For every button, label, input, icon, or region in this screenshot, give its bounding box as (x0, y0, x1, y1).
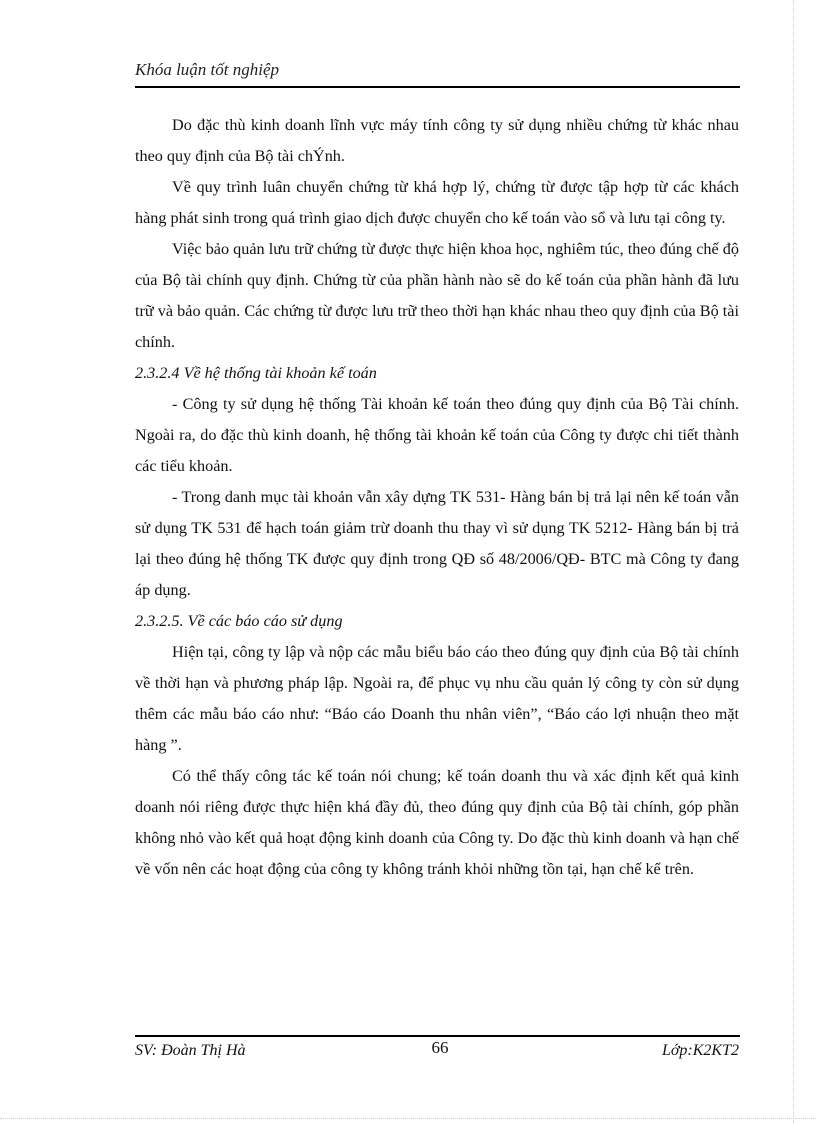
section-heading: 2.3.2.5. Về các báo cáo sử dụng (135, 612, 343, 630)
page-number: 66 (431, 1038, 449, 1057)
footer-divider (135, 1035, 740, 1037)
header-divider (135, 86, 740, 88)
paragraph: Về quy trình luân chuyển chứng từ khá hợp lý, chứng từ được tập hợp từ các khách hàng phát sinh trong quá trình giao dịch được chuyển cho kế toán vào sổ và lưu tại công ty. (135, 178, 739, 227)
section-heading: 2.3.2.4 Về hệ thống tài khoản kế toán (135, 364, 377, 382)
paragraph: Việc bảo quản lưu trữ chứng từ được thực hiện khoa học, nghiêm túc, theo đúng chế độ của Bộ tài chính quy định. Chứng từ của phần hành nào sẽ do kế toán của phần hành đã lưu trữ và bảo quản. Các chứng từ được lưu trữ theo thời hạn khác nhau theo quy định của Bộ tài chính. (135, 240, 739, 351)
page-border-right (793, 0, 794, 1123)
footer-class: Lớp:K2KT2 (661, 1042, 739, 1059)
paragraph: Do đặc thù kinh doanh lĩnh vực máy tính công ty sử dụng nhiều chứng từ khác nhau theo quy định của Bộ tài chÝnh. (135, 116, 739, 165)
paragraph: - Trong danh mục tài khoản vẫn xây dựng TK 531- Hàng bán bị trả lại nên kế toán vẫn sử dụng TK 531 để hạch toán giảm trừ doanh thu thay vì sử dụng TK 5212- Hàng bán bị trả lại theo đúng hệ thống TK được quy định trong QĐ số 48/2006/QĐ- BTC mà Công ty đang áp dụng. (135, 488, 739, 599)
paragraph: Hiện tại, công ty lập và nộp các mẫu biểu báo cáo theo đúng quy định của Bộ tài chính về thời hạn và phương pháp lập. Ngoài ra, để phục vụ nhu cầu quản lý công ty còn sử dụng thêm các mẫu báo cáo như: “Báo cáo Doanh thu nhân viên”, “Báo cáo lợi nhuận theo mặt hàng ”. (135, 643, 739, 754)
page-border-bottom (0, 1118, 816, 1119)
header-title: Khóa luận tốt nghiệp (135, 60, 280, 79)
paragraph: - Công ty sử dụng hệ thống Tài khoản kế toán theo đúng quy định của Bộ Tài chính. Ngoài ra, do đặc thù kinh doanh, hệ thống tài khoản kế toán của Công ty được chi tiết thành các tiểu khoản. (135, 395, 739, 475)
body-text (135, 110, 739, 885)
paragraph: Có thể thấy công tác kế toán nói chung; kế toán doanh thu và xác định kết quả kinh doanh nói riêng được thực hiện khá đầy đủ, theo đúng quy định của Bộ tài chính, góp phần không nhỏ vào kết quả hoạt động kinh doanh của Công ty. Do đặc thù kinh doanh và hạn chế về vốn nên các hoạt động của công ty không tránh khỏi những tồn tại, hạn chế kể trên. (135, 767, 739, 878)
footer-student: SV: Đoàn Thị Hà (135, 1042, 246, 1059)
